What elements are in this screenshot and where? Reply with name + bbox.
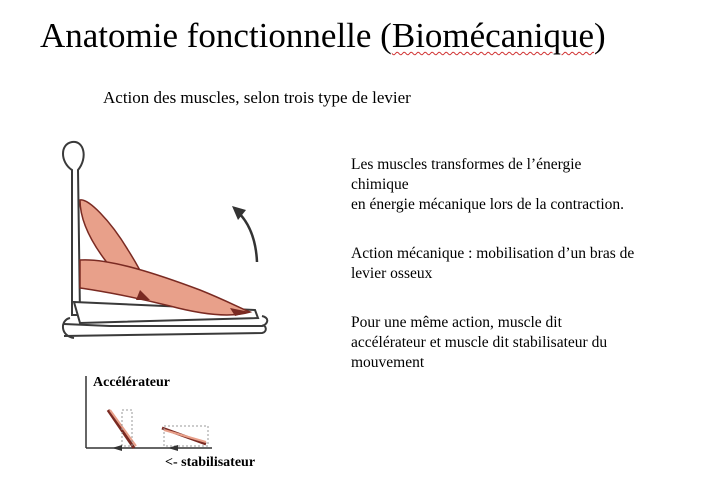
paragraph-energy [351,155,696,215]
paragraph-muscle-types [351,313,696,373]
title-underlined-word: Biomécanique [391,16,594,55]
paragraph-line: levier osseux [351,265,433,282]
paragraph-line: chimique [351,176,409,193]
humerus-bone [63,142,84,315]
label-accelerateur: Accélérateur [93,375,170,390]
paragraph-line: Pour une même action, muscle dit [351,314,562,331]
paragraph-line: en énergie mécanique lors de la contraction. [351,196,624,213]
title-prefix: Anatomie fonctionnelle ( [40,16,392,55]
paragraph-line: Action mécanique : mobilisation d’un bras de [351,245,635,262]
arm-lever-illustration [50,140,330,345]
paragraph-line: Les muscles transformes de l’énergie [351,156,582,173]
paragraph-line: accélérateur et muscle dit stabilisateur du [351,334,608,351]
paragraph-mechanical-action [351,244,696,284]
motion-arrow [238,212,257,262]
slide-title [40,14,606,58]
label-stabilisateur: <- stabilisateur [165,455,256,470]
title-suffix: ) [594,16,606,55]
slide-subtitle: Action des muscles, selon trois type de levier [103,88,411,107]
paragraph-line: mouvement [351,354,425,371]
